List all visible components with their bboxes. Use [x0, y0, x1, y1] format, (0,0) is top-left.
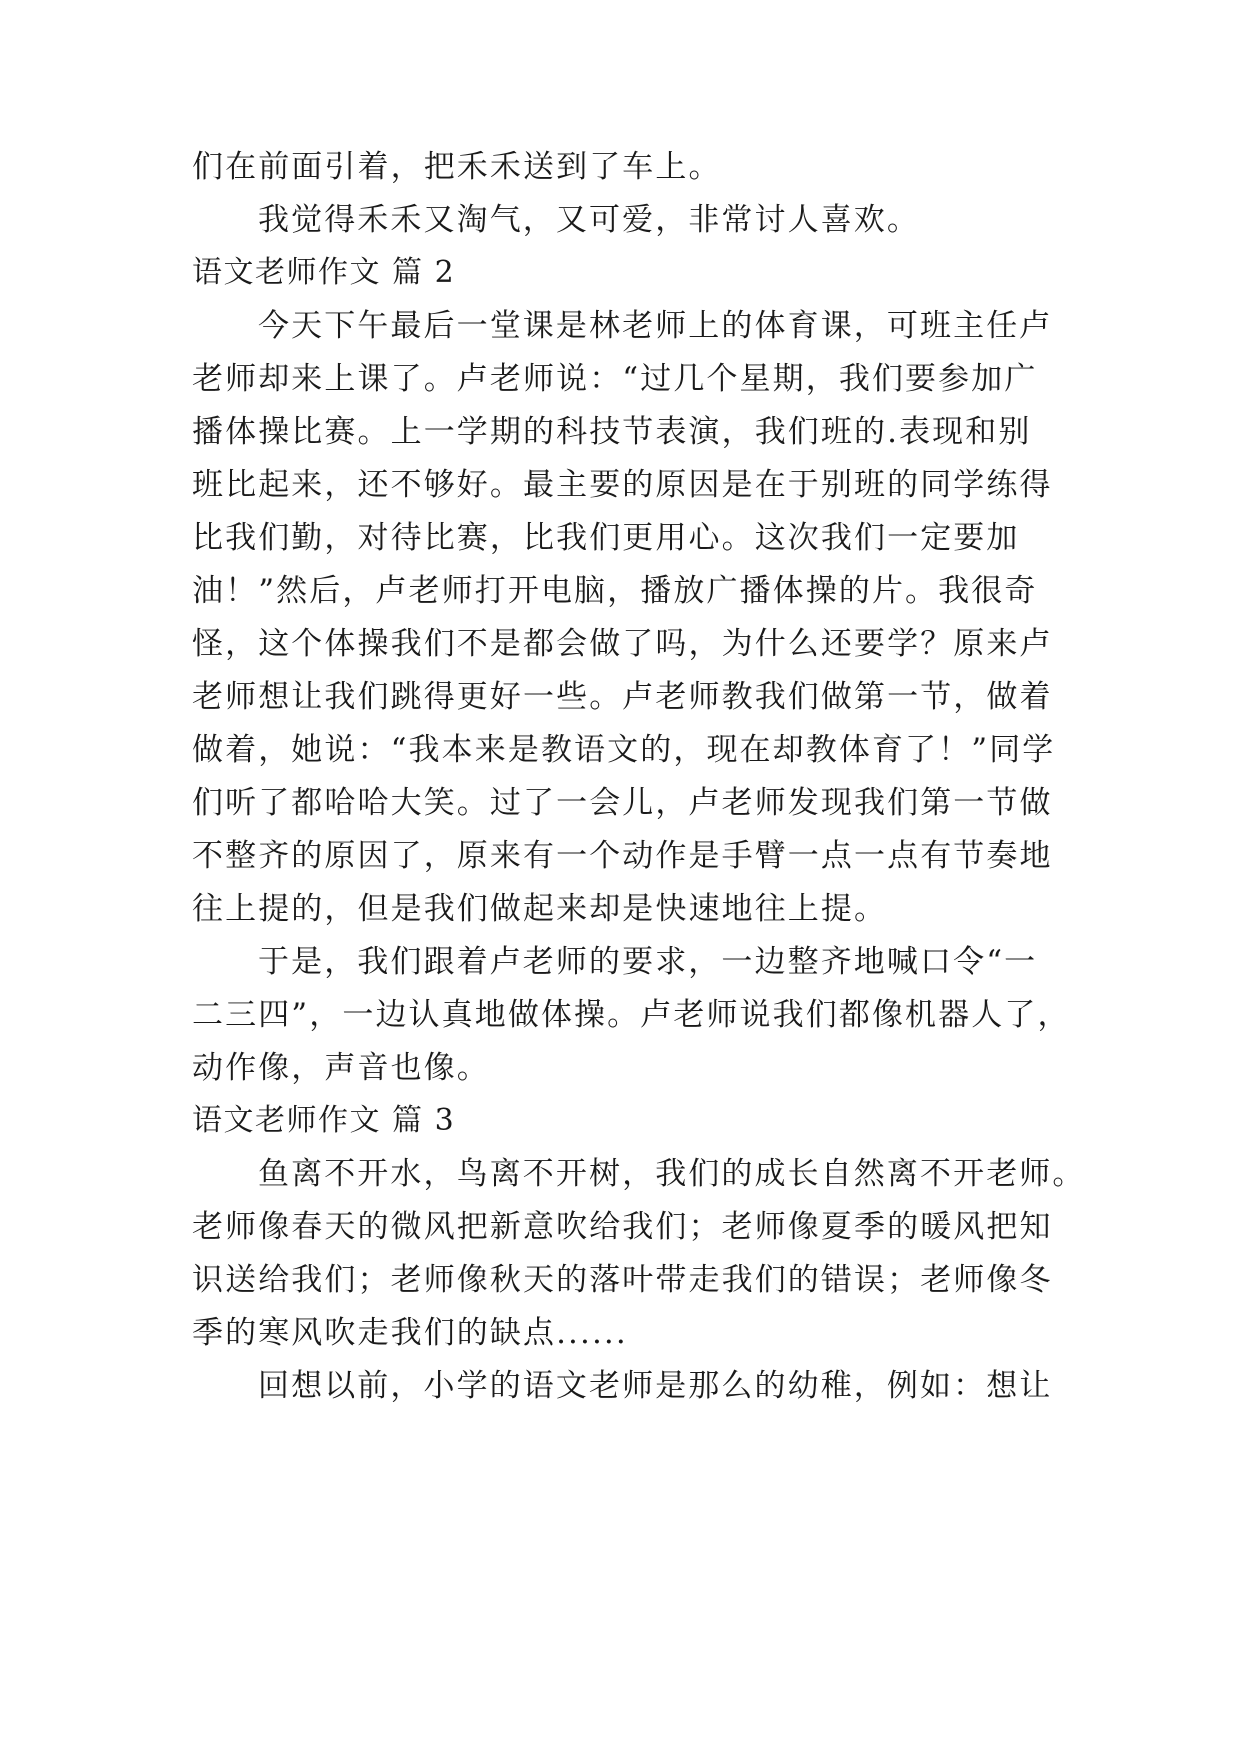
paragraph-line: 今天下午最后一堂课是林老师上的体育课，可班主任卢	[258, 308, 1053, 344]
paragraph-line: 动作像，声音也像。	[192, 1050, 490, 1086]
paragraph-line: 老师像春天的微风把新意吹给我们；老师像夏季的暖风把知	[192, 1209, 1053, 1245]
paragraph-line: 季的寒风吹走我们的缺点......	[192, 1315, 628, 1351]
paragraph-line: 回想以前，小学的语文老师是那么的幼稚，例如：想让	[258, 1368, 1053, 1404]
paragraph-line: 怪，这个体操我们不是都会做了吗，为什么还要学？原来卢	[192, 626, 1053, 662]
paragraph-line: 往上提的，但是我们做起来却是快速地往上提。	[192, 891, 888, 927]
section-heading: 语文老师作文 篇 3	[192, 1103, 456, 1138]
paragraph-line: 播体操比赛。上一学期的科技节表演，我们班的.表现和别	[192, 414, 1032, 450]
paragraph-line: 老师却来上课了。卢老师说：“过几个星期，我们要参加广	[192, 361, 1038, 397]
paragraph-line: 比我们勤，对待比赛，比我们更用心。这次我们一定要加	[192, 520, 1020, 556]
paragraph-line: 不整齐的原因了，原来有一个动作是手臂一点一点有节奏地	[192, 838, 1053, 874]
paragraph-line: 识送给我们；老师像秋天的落叶带走我们的错误；老师像冬	[192, 1262, 1053, 1298]
section-heading: 语文老师作文 篇 2	[192, 255, 456, 290]
paragraph-line: 二三四”，一边认真地做体操。卢老师说我们都像机器人了，	[192, 997, 1071, 1033]
paragraph-line: 做着，她说：“我本来是教语文的，现在却教体育了！”同学	[192, 732, 1056, 768]
paragraph-line: 班比起来，还不够好。最主要的原因是在于别班的同学练得	[192, 467, 1053, 503]
paragraph-line: 油！”然后，卢老师打开电脑，播放广播体操的片。我很奇	[192, 573, 1038, 609]
paragraph-line: 我觉得禾禾又淘气，又可爱，非常讨人喜欢。	[258, 202, 920, 238]
paragraph-line: 老师想让我们跳得更好一些。卢老师教我们做第一节，做着	[192, 679, 1053, 715]
paragraph-line: 们在前面引着，把禾禾送到了车上。	[192, 149, 722, 185]
paragraph-line: 鱼离不开水，鸟离不开树，我们的成长自然离不开老师。	[258, 1156, 1086, 1192]
paragraph-line: 于是，我们跟着卢老师的要求，一边整齐地喊口令“一	[258, 944, 1038, 980]
paragraph-line: 们听了都哈哈大笑。过了一会儿，卢老师发现我们第一节做	[192, 785, 1053, 821]
